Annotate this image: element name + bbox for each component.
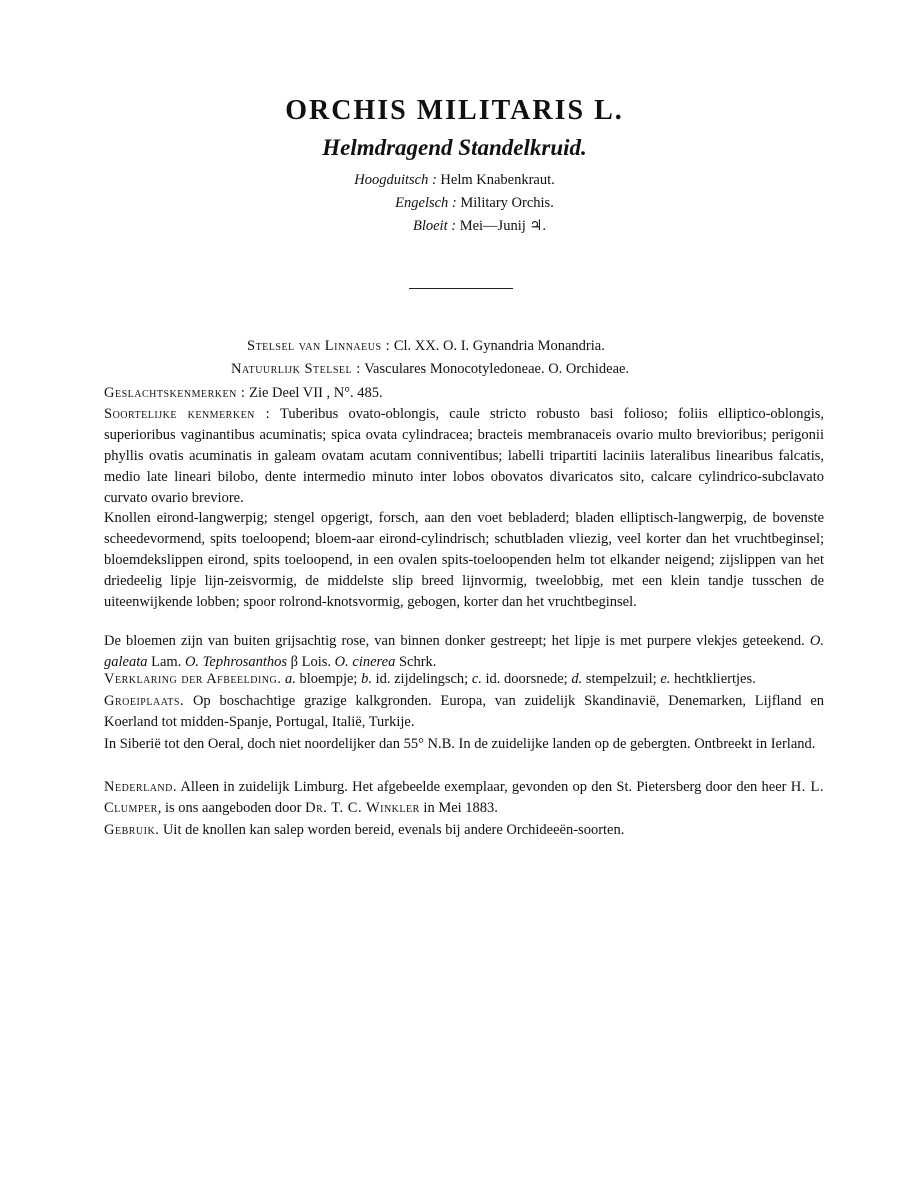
figure-legend (104, 669, 824, 690)
natural-value: Vasculares Monocotyledoneae. O. Orchideae. (364, 361, 630, 377)
use-label: Gebruik. (104, 822, 160, 838)
genus-label: Geslachtskenmerken : (104, 385, 246, 401)
figure-text: hechtkliertjes. (674, 671, 756, 687)
linnaeus-label: Stelsel van Linnaeus : (247, 338, 391, 354)
netherlands-text: Alleen in zuidelijk Limburg. Het afgebeelde exemplaar, gevonden op den St. Pietersberg door den heer (180, 779, 787, 795)
synonym-name: O. cinerea (334, 654, 396, 670)
siberia-paragraph (104, 734, 824, 755)
natural-label: Natuurlijk Stelsel : (231, 361, 361, 377)
vernacular-label: Hoogduitsch : (354, 172, 437, 188)
siberia-text: In Siberië tot den Oeral, doch niet noordelijker dan 55° N.B. In de zuidelijke landen op de gebergten. Ontbreekt in Ierland. (104, 736, 816, 752)
netherlands-label: Nederland. (104, 779, 177, 795)
vernacular-english (0, 195, 909, 212)
natural-system (231, 359, 629, 379)
vernacular-value: Helm Knabenkraut. (440, 172, 555, 188)
netherlands-paragraph (104, 777, 824, 819)
page-subtitle: Helmdragend Standelkruid. (322, 135, 587, 160)
synonym-author: Schrk. (398, 654, 437, 670)
figure-key: e. (660, 671, 671, 687)
divider (409, 288, 513, 289)
synonym-name: O. Tephrosanthos (184, 654, 288, 670)
vernacular-german (0, 172, 909, 189)
dutch-description-text: Knollen eirond-langwerpig; stengel opgerigt, forsch, aan den voet bebladerd; bladen elliptisch-langwerpig, de bovenste scheedevormend, spits toeloopend; bloem-aar eirond-cylindrisch; schutbladen vliezig, veel korter dan het vruchtbeginsel; bloemdekslippen eirond, spits toeloopend, in een ovalen spits-toeloopenden helm tot elkander neigend; zijslippen van het driedeelig lipje lijn-zeisvormig, de middelste slip breed lijnvormig, tweelobbig, met een klein tandje tusschen de uiteenwijkende lobben; spoor rolrond-knotsvormig, gebogen, korter dan het vruchtbeginsel. (104, 510, 824, 610)
synonym-name: O. galeata (104, 633, 824, 670)
synonym-author: Lam. (151, 654, 182, 670)
person-name: Dr. T. C. Winkler (305, 800, 420, 816)
flowers-paragraph (104, 631, 824, 673)
species-label: Soortelijke kenmerken : (104, 406, 271, 422)
vernacular-label: Engelsch : (395, 195, 457, 211)
genus-characters (104, 383, 383, 403)
figure-label: Verklaring der Afbeelding. (104, 671, 282, 687)
figure-text: bloempje; (299, 671, 358, 687)
figure-key: b. (361, 671, 372, 687)
figure-text: id. doorsnede; (485, 671, 568, 687)
netherlands-text: , is ons aangeboden door (157, 800, 302, 816)
figure-text: stempelzuil; (585, 671, 657, 687)
habitat-paragraph (104, 691, 824, 733)
habitat-label: Groeiplaats. (104, 693, 185, 709)
synonym-author: β Lois. (290, 654, 332, 670)
figure-key: a. (284, 671, 296, 687)
vernacular-value: Military Orchis. (460, 195, 554, 211)
figure-text: id. zijdelingsch; (375, 671, 469, 687)
linnaeus-value: Cl. XX. O. I. Gynandria Monandria. (393, 338, 605, 354)
vernacular-value: Mei—Junij ♃. (459, 218, 547, 234)
genus-value: Zie Deel VII , N°. 485. (249, 385, 383, 401)
use-paragraph (104, 820, 824, 841)
use-text: Uit de knollen kan salep worden bereid, evenals bij andere Orchideeën-soorten. (162, 822, 625, 838)
flowers-text: De bloemen zijn van buiten grijsachtig rose, van binnen donker gestreept; het lipje is met purpere vlekjes geteekend. (104, 633, 805, 649)
dutch-description (104, 508, 824, 613)
netherlands-text: in Mei 1883. (423, 800, 498, 816)
person-name: H. L. Clumper (104, 779, 825, 816)
figure-key: c. (471, 671, 482, 687)
vernacular-flowering (0, 218, 909, 235)
page-title: ORCHIS MILITARIS L. (285, 95, 624, 126)
figure-key: d. (571, 671, 583, 687)
vernacular-label: Bloeit : (412, 218, 457, 234)
species-characters (104, 404, 824, 509)
habitat-text: Op boschachtige grazige kalkgronden. Europa, van zuidelijk Skandinavië, Denemarken, Lijfland en Koerland tot midden-Spanje, Portugal, Italië, Turkije. (104, 693, 825, 730)
linnaeus-system (247, 336, 605, 356)
species-latin-text: Tuberibus ovato-oblongis, caule stricto robusto basi folioso; foliis elliptico-oblongis, superioribus vaginantibus acuminatis; spica ovata cylindracea; bracteis membranaceis ovario multo brevioribus; perigonii phyllis ovatis acuminatis in galeam ovatam acutam conniventibus; labelli tripartiti laciniis lateralibus linearibus falcatis, medio late lineari bilobo, dente intermedio minuto inter lobos obovatos divaricatos sito, calcare cylindrico-subclavato curvato ovario breviore. (104, 406, 825, 506)
